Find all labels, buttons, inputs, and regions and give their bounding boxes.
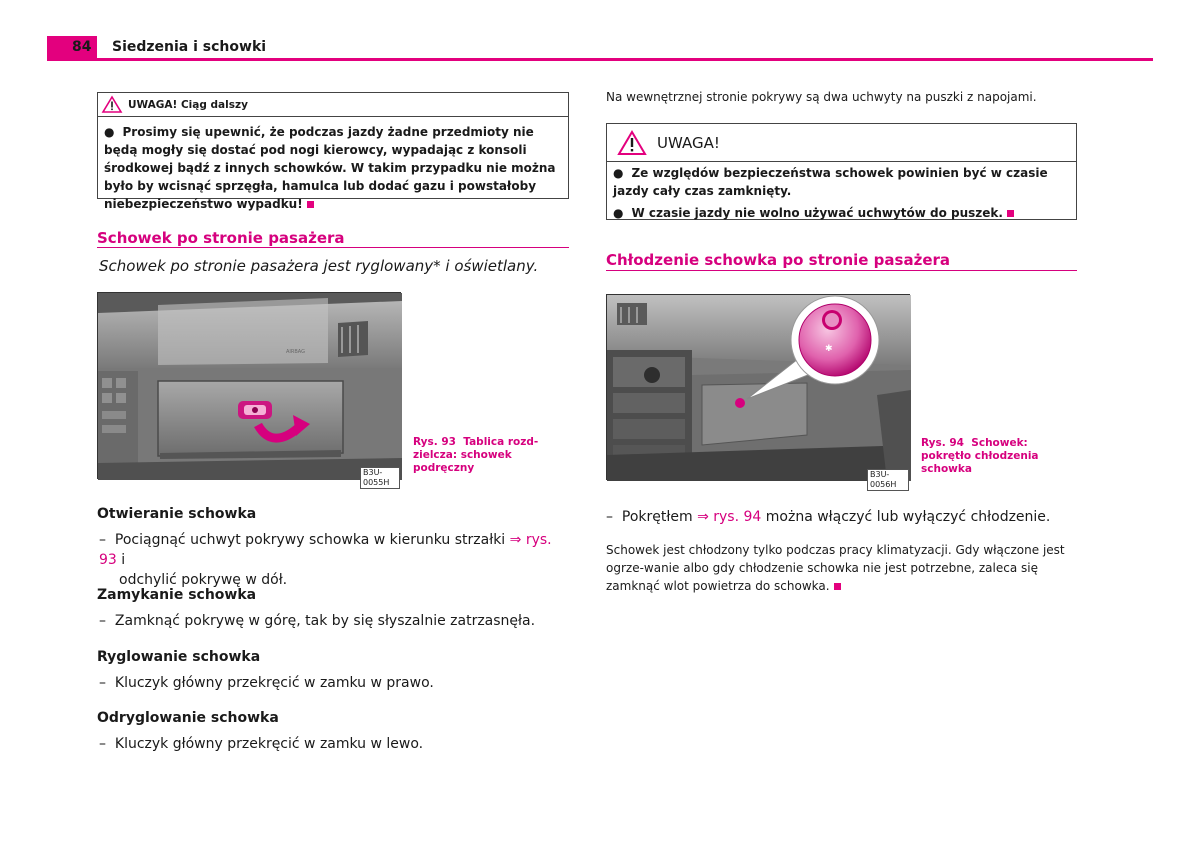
left-heading-rule — [97, 247, 569, 248]
warning-bullet-2 — [613, 204, 1070, 222]
lock-step — [99, 673, 434, 693]
figure-94-caption — [921, 437, 1039, 476]
figure-93-caption-line2: zielcza: schowek — [413, 449, 512, 461]
figure-94-caption-line3: schowka — [921, 463, 972, 475]
header-divider — [47, 58, 1153, 61]
end-mark-icon — [307, 201, 314, 208]
unlock-heading: Odryglowanie schowka — [97, 710, 279, 726]
lock-heading: Ryglowanie schowka — [97, 649, 261, 665]
cooling-knob-illustration — [607, 295, 911, 481]
figure-93-link[interactable]: ⇒ rys. 93 — [99, 532, 552, 568]
warning-bullet-1 — [613, 164, 1070, 200]
step-dash: – — [99, 613, 106, 629]
page-number: 84 — [72, 39, 92, 55]
figure-93-caption-line3: podręczny — [413, 462, 475, 474]
open-heading: Otwieranie schowka — [97, 506, 257, 522]
warning-continued-box — [97, 92, 569, 211]
right-section-heading: Chłodzenie schowka po stronie pasażera — [606, 251, 951, 269]
warning-triangle-icon — [102, 96, 122, 113]
end-mark-icon — [834, 583, 841, 590]
left-lead-text: Schowek po stronie pasażera jest ryglowany* i oświetlany. — [99, 257, 539, 275]
warning-body — [607, 162, 1076, 222]
warning-continued-title: UWAGA! Ciąg dalszy — [128, 98, 248, 111]
figure-93-caption — [413, 436, 538, 475]
open-step-conj: i — [121, 552, 126, 568]
open-step-cont: odchylić pokrywę w dół. — [119, 572, 288, 588]
section-title: Siedzenia i schowki — [112, 39, 267, 55]
open-step — [99, 530, 569, 590]
figure-94-caption-line1: Schowek: — [971, 437, 1028, 449]
warning-continued-body — [98, 117, 568, 213]
close-step-text: Zamknąć pokrywę w górę, tak by się słyszalnie zatrzasnęła. — [114, 613, 536, 629]
step-dash: – — [606, 509, 613, 525]
bullet-dot: ● — [613, 166, 624, 180]
lock-step-text: Kluczyk główny przekręcić w zamku w prawo. — [114, 675, 434, 691]
figure-94-caption-line2: pokrętło chłodzenia — [921, 450, 1039, 462]
warning-triangle-icon — [617, 130, 647, 156]
figure-94-code: B3U-0056H — [867, 469, 909, 491]
unlock-step-text: Kluczyk główny przekręcić w zamku w lewo. — [114, 736, 424, 752]
cooling-step-text-cont: można włączyć lub wyłączyć chłodzenie. — [765, 509, 1051, 525]
step-dash: – — [99, 675, 106, 691]
figure-93-ref: Rys. 93 — [413, 436, 456, 448]
unlock-step — [99, 734, 423, 754]
warning-bullet-2-text: W czasie jazdy nie wolno używać uchwytów do puszek. — [631, 206, 1003, 220]
warning-box — [606, 123, 1077, 220]
figure-93-glovebox — [97, 292, 401, 487]
glovebox-illustration — [98, 293, 402, 480]
step-dash: – — [99, 736, 106, 752]
close-heading: Zamykanie schowka — [97, 587, 257, 603]
right-heading-rule — [606, 270, 1077, 271]
cooling-step — [606, 507, 1050, 527]
end-mark-icon — [1007, 210, 1014, 217]
figure-94-ref: Rys. 94 — [921, 437, 964, 449]
open-step-text: Pociągnąć uchwyt pokrywy schowka w kierunku strzałki — [114, 532, 506, 548]
figure-94-cooling-knob — [606, 294, 910, 489]
step-dash: – — [99, 532, 106, 548]
warning-title: UWAGA! — [657, 133, 720, 152]
left-section-heading: Schowek po stronie pasażera — [97, 229, 345, 247]
cooling-note — [606, 541, 1091, 595]
figure-93-caption-line1: Tablica rozd- — [463, 436, 539, 448]
bullet-dot: ● — [613, 206, 624, 220]
warning-continued-header — [98, 93, 568, 117]
airbag-label: AIRBAG — [286, 349, 306, 355]
bullet-dot: ● — [104, 125, 115, 139]
warning-bullet-1-text: Ze względów bezpieczeństwa schowek powinien być w czasie jazdy cały czas zamknięty. — [613, 166, 1048, 198]
right-intro-text: Na wewnętrznej stronie pokrywy są dwa uchwyty na puszki z napojami. — [606, 90, 1037, 104]
cooling-note-text: Schowek jest chłodzony tylko podczas pracy klimatyzacji. Gdy włączone jest ogrze-wanie albo gdy chłodzenie schowka nie jest potrzebne, zaleca się zamknąć wlot powietrza do schowka. — [606, 543, 1065, 593]
close-step — [99, 611, 535, 631]
snowflake-icon: ✱ — [825, 344, 833, 354]
figure-93-code: B3U-0055H — [360, 467, 400, 489]
cooling-step-text: Pokrętłem — [621, 509, 693, 525]
warning-continued-text: Prosimy się upewnić, że podczas jazdy żadne przedmioty nie będą mogły się dostać pod nogi kierowcy, wypadając z konsoli środkowej bądź z innych schowków. W takim przypadku nie można było by wcisnąć sprzęgła, hamulca lub dodać gazu i powstałoby niebezpieczeństwo wypadku! — [104, 125, 556, 211]
warning-header — [607, 124, 1076, 162]
figure-94-link[interactable]: ⇒ rys. 94 — [697, 509, 762, 525]
